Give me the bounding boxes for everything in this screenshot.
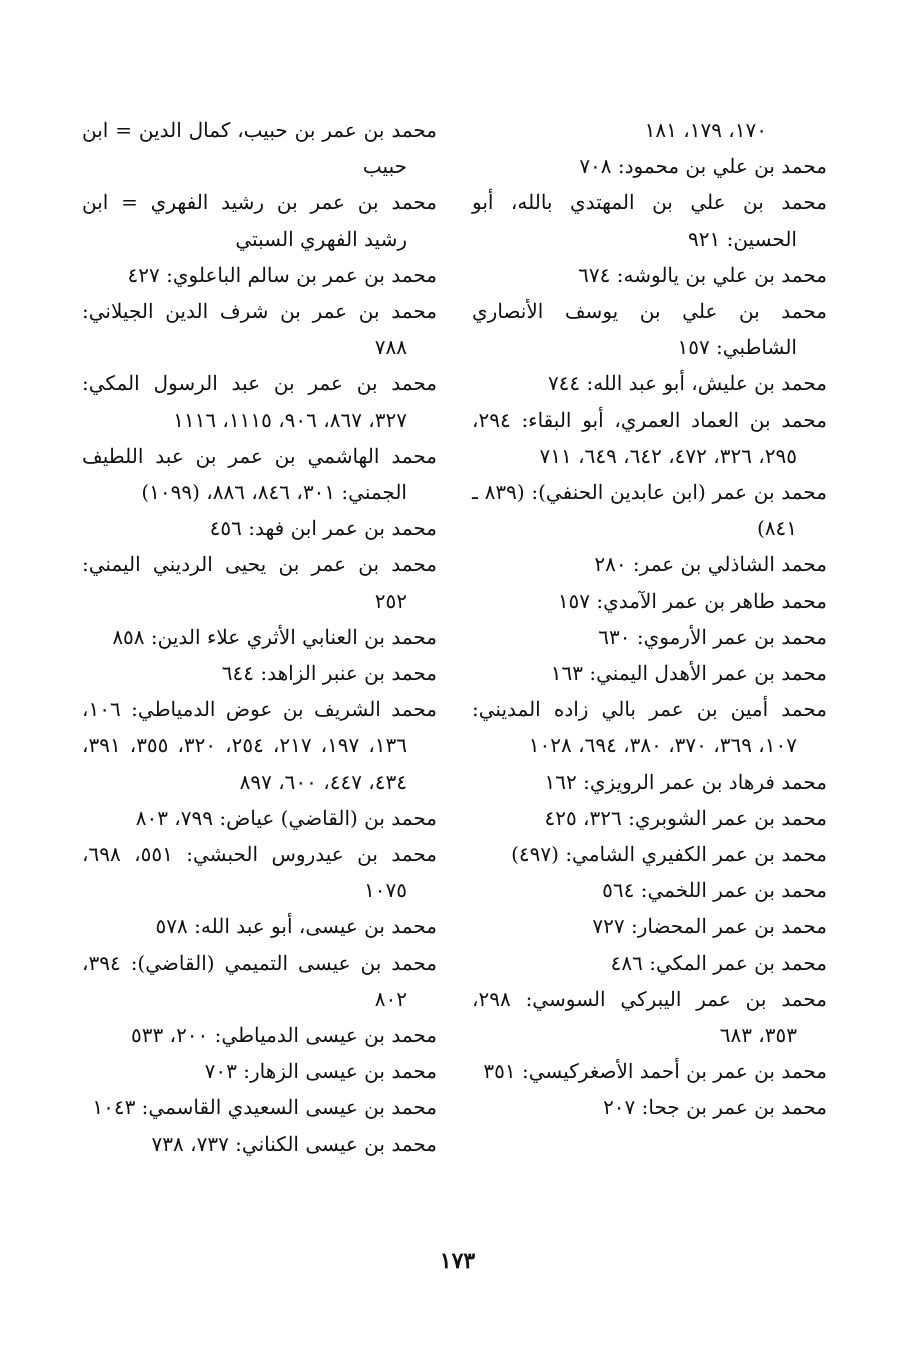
index-entry: محمد بن عيسى الكناني: ٧٣٧، ٧٣٨ [151, 1131, 437, 1156]
index-entry: محمد بن عمر الأهدل اليمني: ١٦٣ [550, 661, 827, 686]
index-entry: محمد بن عيسى الدمياطي: ٢٠٠، ٥٣٣ [131, 1023, 437, 1048]
index-entry: محمد بن عمر بن جحا: ٢٠٧ [603, 1095, 827, 1120]
index-entry: محمد بن عيسى الزهار: ٧٠٣ [204, 1059, 437, 1084]
index-entry: محمد بن علي بن المهتدي بالله، أبو الحسين: ٩٢١ [472, 190, 827, 251]
index-entry: محمد بن عيسى، أبو عبد الله: ٥٧٨ [155, 914, 437, 939]
index-entry: ١٧٠، ١٧٩، ١٨١ [644, 118, 767, 142]
index-entry: محمد بن عمر الشوبري: ٣٢٦، ٤٢٥ [544, 805, 827, 830]
index-entry: محمد بن عمر بن حبيب، كمال الدين = ابن حبيب [82, 118, 437, 179]
index-entry: محمد بن عمر اللخمي: ٥٦٤ [602, 878, 827, 903]
index-entry: محمد بن عيسى التميمي (القاضي): ٣٩٤، ٨٠٢ [82, 950, 437, 1011]
index-entry: محمد أمين بن عمر بالي زاده المديني: ١٠٧، ٣٦٩، ٣٧٠، ٣٨٠، ٦٩٤، ١٠٢٨ [472, 697, 827, 758]
index-entry: محمد بن عمر الكفيري الشامي: (٤٩٧) [511, 842, 827, 867]
index-entry: محمد بن عنبر الزاهد: ٦٤٤ [221, 661, 437, 686]
index-entry: محمد الشاذلي بن عمر: ٢٨٠ [594, 552, 827, 577]
index-entry: محمد بن (القاضي) عياض: ٧٩٩، ٨٠٣ [135, 805, 437, 830]
index-entry: محمد الهاشمي بن عمر بن عبد اللطيف الجمني: ٣٠١، ٨٤٦، ٨٨٦، (١٠٩٩) [82, 443, 437, 505]
index-entry: محمد بن علي بن يوسف الأنصاري الشاطبي: ١٥٧ [472, 299, 827, 360]
index-entry: محمد بن عيسى السعيدي القاسمي: ١٠٤٣ [92, 1095, 437, 1120]
page-number: ١٧٣ [439, 1248, 476, 1274]
index-entry: محمد الشريف بن عوض الدمياطي: ١٠٦، ١٣٦، ١٩٧، ٢١٧، ٢٥٤، ٣٢٠، ٣٥٥، ٣٩١، ٤٣٤، ٤٤٧، ٦٠٠، ٨٩٧ [82, 697, 437, 794]
index-entry: محمد بن علي بن يالوشه: ٦٧٤ [578, 262, 827, 287]
index-entry: محمد بن العماد العمري، أبو البقاء: ٢٩٤، ٢٩٥، ٣٢٦، ٤٧٢، ٦٤٢، ٦٤٩، ٧١١ [472, 407, 827, 468]
index-entry: محمد بن عمر ابن فهد: ٤٥٦ [209, 516, 437, 541]
index-entry: محمد بن عمر اليبركي السوسي: ٢٩٨، ٣٥٣، ٦٨٣ [472, 986, 827, 1048]
index-entry: محمد بن عليش، أبو عبد الله: ٧٤٤ [547, 371, 827, 396]
index-entry: محمد بن عمر بن شرف الدين الجيلاني: ٧٨٨ [82, 299, 437, 360]
index-entry: محمد بن العنابي الأثري علاء الدين: ٨٥٨ [112, 624, 437, 649]
index-entry: محمد بن عمر بن عبد الرسول المكي: ٣٢٧، ٨٦٧، ٩٠٦، ١١١٥، ١١١٦ [82, 371, 437, 432]
index-entry: محمد بن عمر بن سالم الباعلوي: ٤٢٧ [127, 262, 437, 287]
index-column-right [472, 112, 827, 1126]
index-entry: محمد بن عمر الأرموي: ٦٣٠ [598, 624, 827, 649]
index-entry: محمد بن علي بن محمود: ٧٠٨ [579, 154, 827, 179]
index-entry: محمد بن عمر المحضار: ٧٢٧ [592, 914, 827, 939]
index-entry: محمد بن عمر (ابن عابدين الحنفي): (٨٣٩ ـ ٨٤١) [472, 480, 827, 541]
index-entry: محمد بن عمر بن يحيى الرديني اليمني: ٢٥٢ [82, 552, 437, 613]
index-entry: محمد طاهر بن عمر الآمدي: ١٥٧ [557, 588, 827, 613]
index-entry: محمد بن عيدروس الحبشي: ٥٥١، ٦٩٨، ١٠٧٥ [82, 842, 437, 903]
index-column-left [82, 112, 437, 1162]
index-entry: محمد بن عمر بن رشيد الفهري = ابن رشيد الفهري السبتي [82, 190, 437, 251]
index-entry: محمد فرهاد بن عمر الرويزي: ١٦٢ [544, 769, 827, 794]
index-entry: محمد بن عمر المكي: ٤٨٦ [610, 950, 827, 975]
index-entry: محمد بن عمر بن أحمد الأصغركيسي: ٣٥١ [483, 1059, 827, 1084]
